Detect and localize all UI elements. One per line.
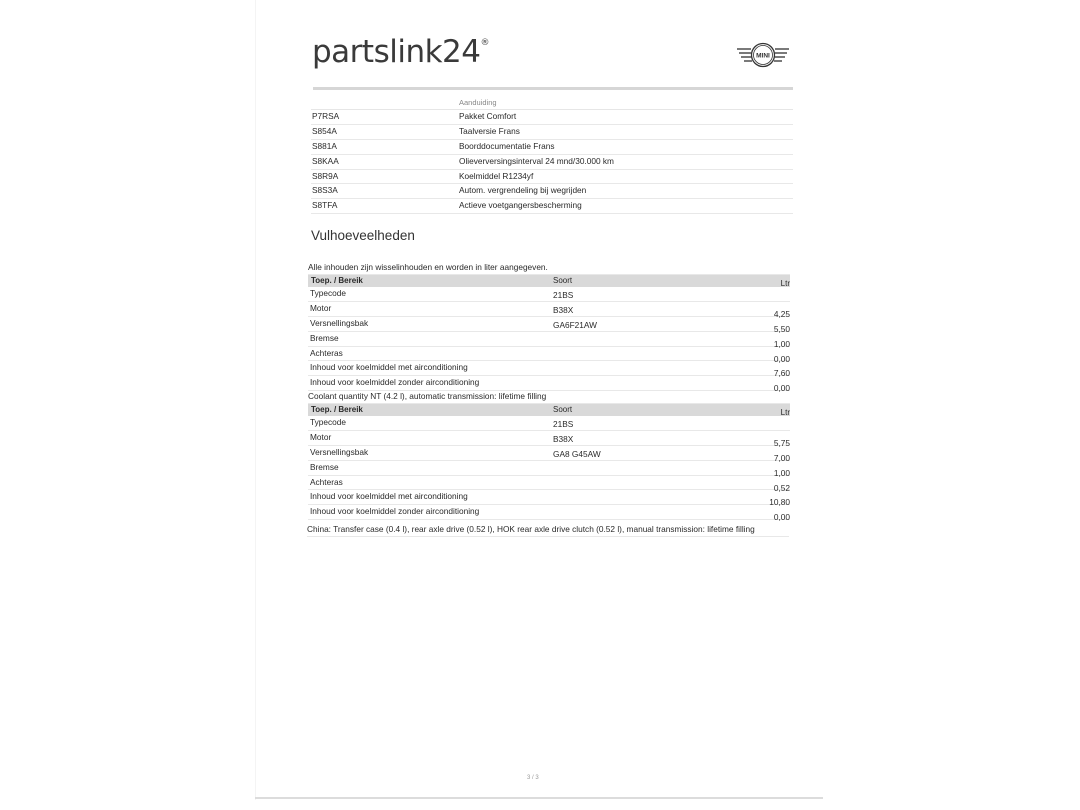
option-code: S8TFA [312, 200, 338, 211]
option-description: Koelmiddel R1234yf [459, 170, 534, 181]
row-liters: 7,00 [773, 452, 790, 463]
table-row [308, 490, 790, 508]
mini-brand-icon [735, 40, 791, 70]
row-application: Achteras [310, 347, 343, 358]
option-code: S881A [312, 140, 337, 151]
fill-table-1 [308, 261, 790, 394]
table-row [308, 376, 790, 394]
footer-note: China: Transfer case (0.4 l), rear axle drive (0.52 l), HOK rear axle drive clutch (0.52 l), manual transmission: lifetime filling [307, 522, 789, 537]
header-liters: Ltr [780, 279, 790, 288]
page-bottom-edge [255, 797, 823, 799]
option-description: Pakket Comfort [459, 111, 517, 121]
table-row [308, 476, 790, 491]
section-title: Vulhoeveelheden [311, 228, 415, 243]
partslink24-logo [312, 34, 489, 70]
table-row [308, 446, 790, 461]
table-row [308, 416, 790, 431]
option-description: Autom. vergrendeling bij wegrijden [459, 185, 587, 196]
row-application: Inhoud voor koelmiddel zonder airconditioning [310, 377, 480, 388]
row-liters: 0,52 [773, 482, 790, 493]
row-type: 21BS [553, 419, 574, 429]
row-liters: 0,00 [773, 383, 790, 394]
table-row [308, 332, 790, 347]
row-application: Motor [310, 302, 332, 313]
table-row [308, 287, 790, 302]
row-type: B38X [553, 304, 574, 315]
table-row [311, 199, 793, 214]
row-liters: 10,80 [769, 497, 790, 508]
options-table [311, 97, 793, 214]
table-row [308, 317, 790, 332]
options-column-header: Aanduiding [459, 98, 497, 107]
option-code: S8R9A [312, 170, 339, 181]
row-application: Achteras [310, 476, 343, 487]
header-application: Toep. / Bereik [311, 276, 363, 285]
table-row [308, 302, 790, 317]
table-row [308, 347, 790, 362]
page-number: 3 / 3 [527, 775, 539, 781]
row-type: B38X [553, 433, 574, 444]
header-type: Soort [553, 276, 573, 285]
row-liters: 5,50 [773, 323, 790, 334]
options-table-header [311, 97, 793, 110]
table-row [311, 140, 793, 155]
row-type: GA6F21AW [553, 319, 597, 330]
row-application: Typecode [310, 288, 346, 298]
option-description: Taalversie Frans [459, 125, 520, 136]
row-liters: 7,60 [773, 368, 790, 379]
option-code: S8S3A [312, 185, 338, 196]
table-row [308, 361, 790, 379]
header-rule [313, 87, 793, 90]
brand-text: MINI [756, 52, 770, 60]
table-row [311, 184, 793, 199]
row-type: GA8 G45AW [553, 448, 601, 459]
row-application: Inhoud voor koelmiddel zonder airconditioning [310, 506, 480, 517]
row-application: Bremse [310, 332, 339, 343]
option-code: P7RSA [312, 111, 340, 121]
fill-table-note: Alle inhouden zijn wisselinhouden en worden in liter aangegeven. [308, 261, 790, 275]
fill-table-header [308, 275, 790, 287]
row-liters: 1,00 [773, 467, 790, 478]
row-liters: 0,00 [773, 353, 790, 364]
row-application: Versnellingsbak [310, 446, 369, 457]
row-application: Bremse [310, 461, 339, 472]
logo-registered-mark: ® [480, 38, 489, 48]
table-row [308, 431, 790, 446]
row-application: Motor [310, 431, 332, 442]
option-code: S854A [312, 125, 337, 136]
table-row [308, 461, 790, 476]
row-type: 21BS [553, 290, 574, 300]
row-liters: 5,75 [773, 437, 790, 448]
option-description: Actieve voetgangersbescherming [459, 200, 582, 211]
table-row [311, 110, 793, 125]
row-application: Inhoud voor koelmiddel met airconditioning [310, 362, 468, 373]
row-application: Inhoud voor koelmiddel met airconditioning [310, 491, 468, 502]
table-row [308, 505, 790, 523]
row-application: Versnellingsbak [310, 317, 369, 328]
header-application: Toep. / Bereik [311, 405, 363, 414]
logo-text: partslink24 [312, 34, 481, 70]
row-liters: 0,00 [773, 512, 790, 523]
option-description: Boorddocumentatie Frans [459, 140, 555, 151]
fill-table-2 [308, 390, 790, 523]
header-type: Soort [553, 405, 573, 414]
table-row [311, 125, 793, 140]
table-row [311, 170, 793, 185]
row-liters: 4,25 [773, 308, 790, 319]
table-row [311, 155, 793, 170]
fill-table-header [308, 404, 790, 416]
row-liters: 1,00 [773, 338, 790, 349]
option-description: Olieverversingsinterval 24 mnd/30.000 km [459, 155, 614, 166]
header-liters: Ltr [780, 408, 790, 417]
option-code: S8KAA [312, 155, 339, 166]
row-application: Typecode [310, 417, 346, 427]
fill-table-note: Coolant quantity NT (4.2 l), automatic transmission: lifetime filling [308, 390, 790, 404]
